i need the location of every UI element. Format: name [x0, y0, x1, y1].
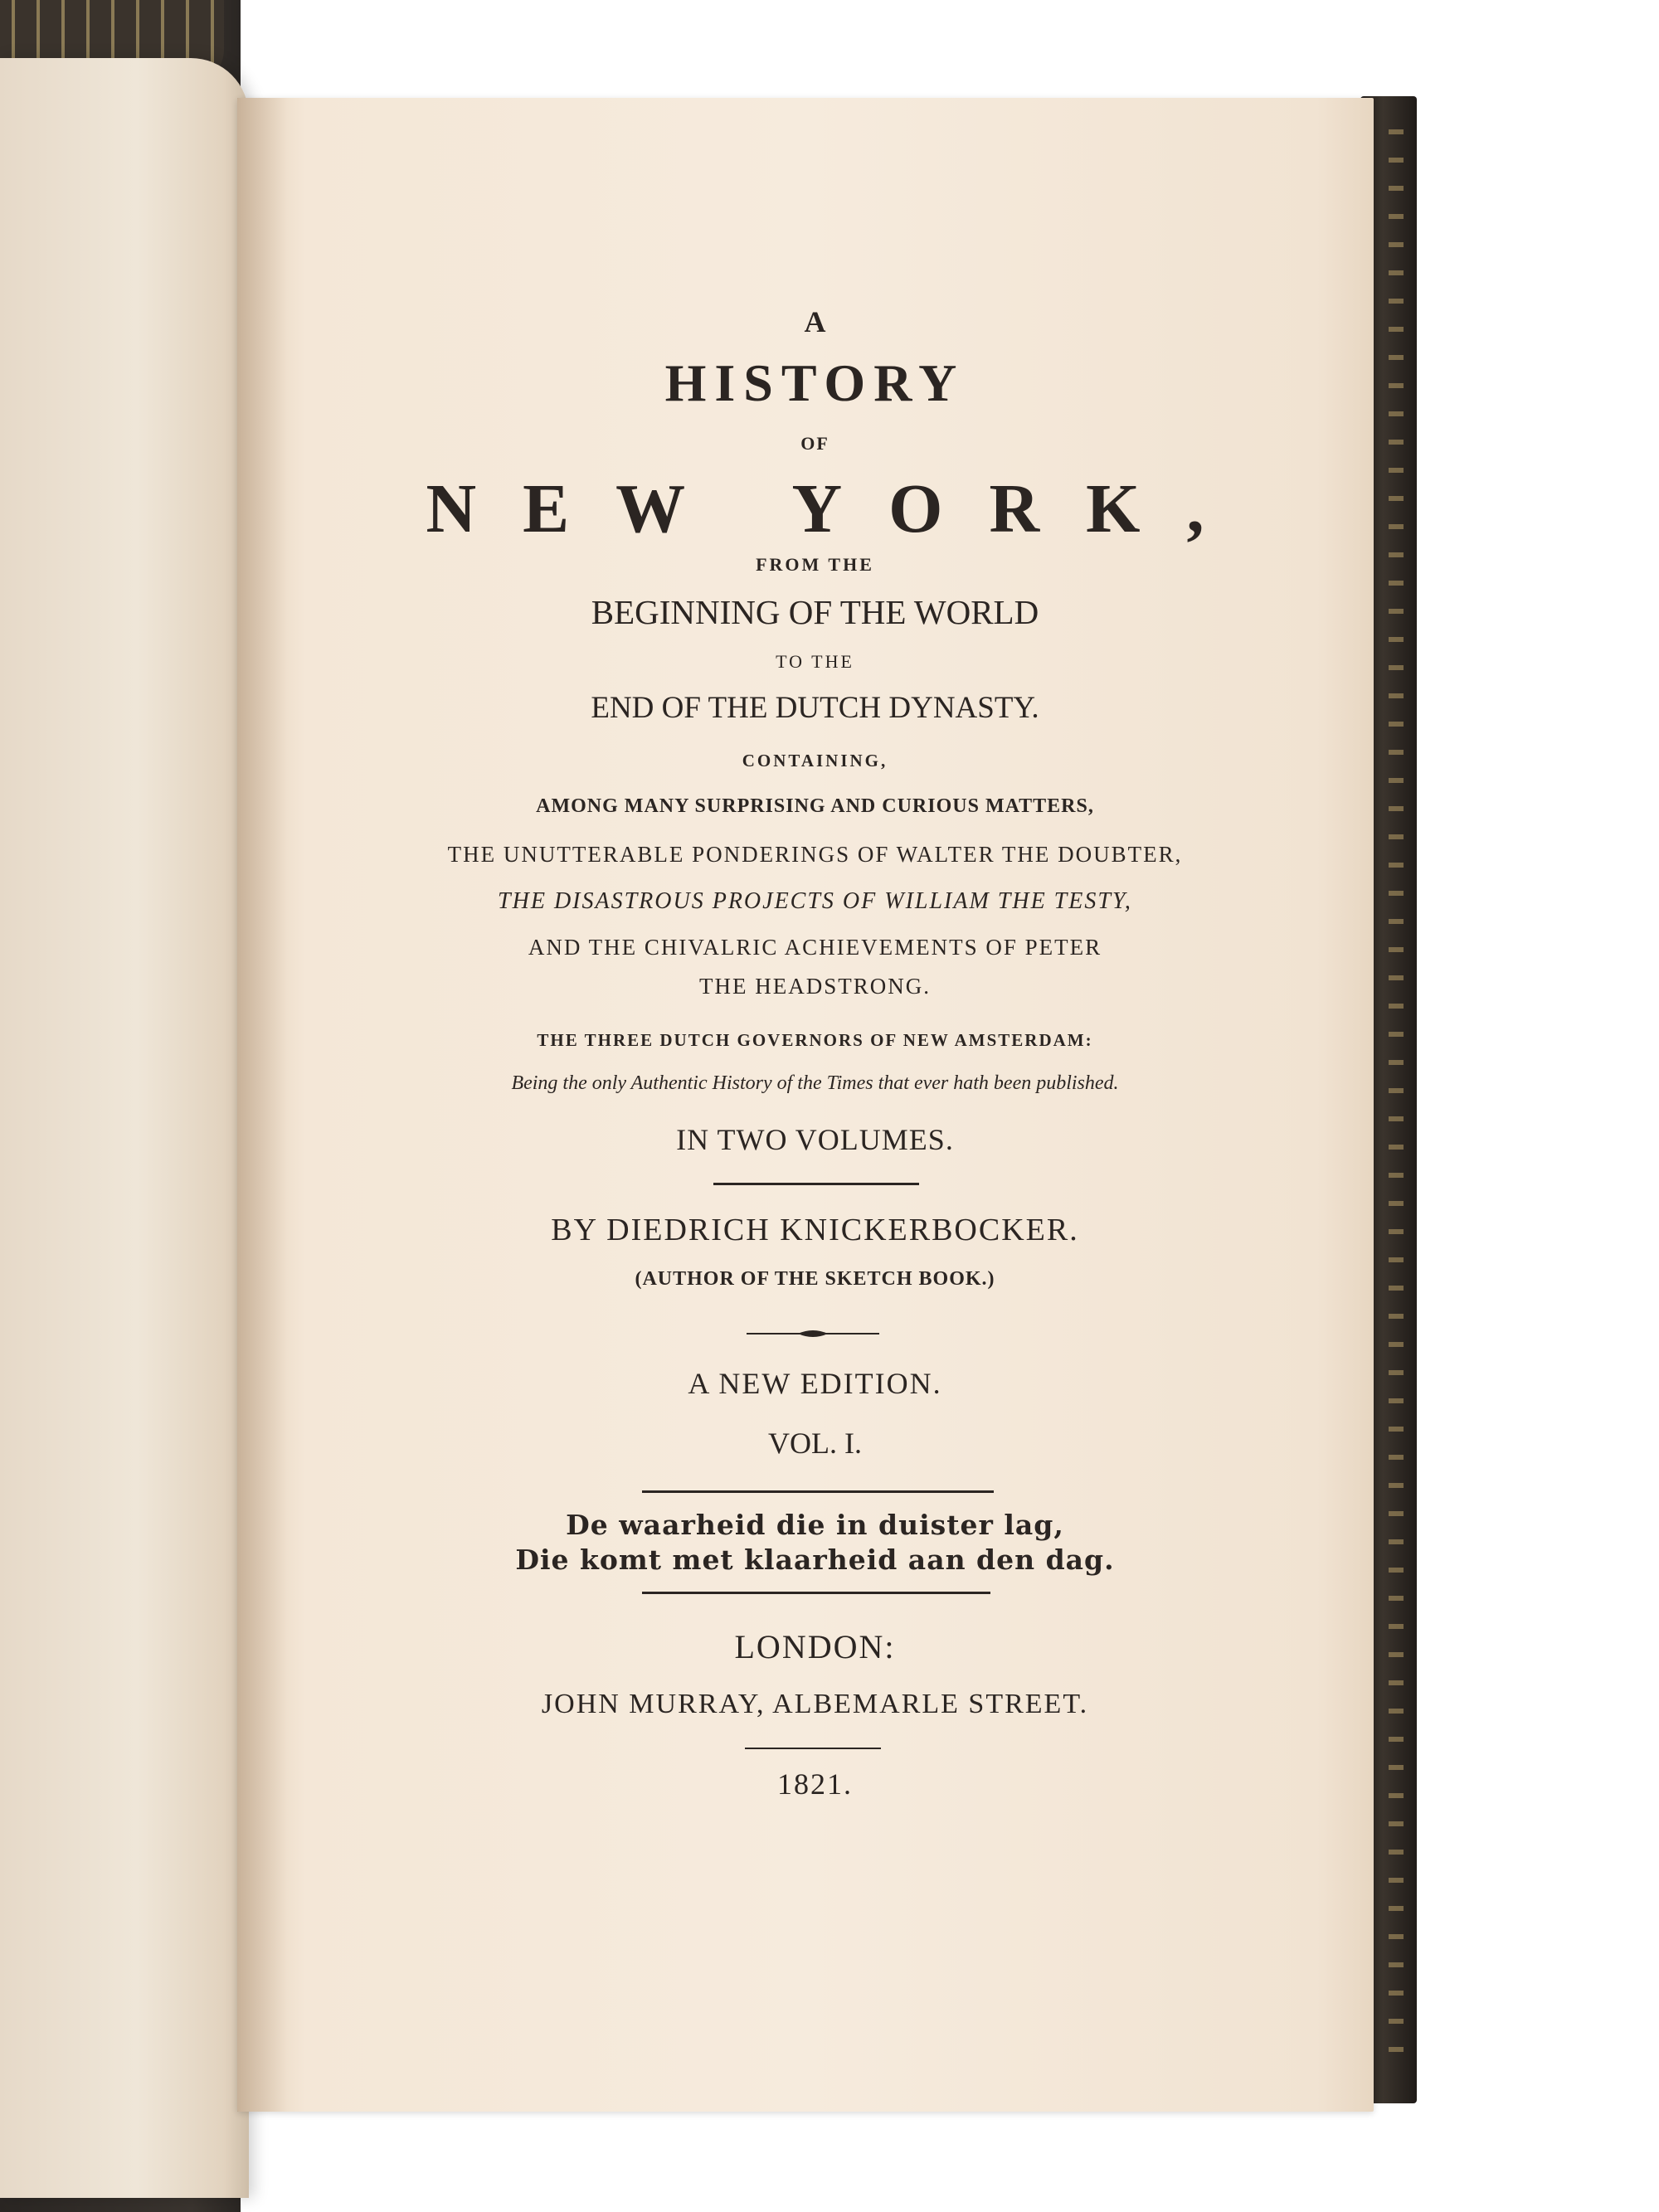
containing-label: CONTAINING, [742, 751, 888, 771]
subtitle-beginning: BEGINNING OF THE WORLD [591, 593, 1039, 631]
contents-among: AMONG MANY SURPRISING AND CURIOUS MATTERS, [536, 795, 1094, 817]
contents-governors: THE THREE DUTCH GOVERNORS OF NEW AMSTERDAM: [537, 1030, 1093, 1050]
motto-rule-top [642, 1490, 994, 1493]
contents-headstrong: THE HEADSTRONG. [699, 974, 931, 999]
imprint-year: 1821. [777, 1767, 853, 1801]
title-new-york: NEW YORK, [426, 470, 1251, 547]
volume-label: VOL. I. [768, 1427, 862, 1460]
contents-william: THE DISASTROUS PROJECTS OF WILLIAM THE TESTY, [498, 888, 1132, 914]
subtitle-end: END OF THE DUTCH DYNASTY. [591, 691, 1039, 725]
motto-rule-bottom [642, 1592, 990, 1594]
edition-label: A NEW EDITION. [688, 1367, 942, 1400]
motto-line-1: De waarheid die in duister lag, [566, 1509, 1064, 1541]
contents-walter: THE UNUTTERABLE PONDERINGS OF WALTER THE DOUBTER, [447, 842, 1183, 867]
divider-rule [713, 1183, 919, 1185]
author-line: BY DIEDRICH KNICKERBOCKER. [551, 1213, 1079, 1247]
volumes-note: IN TWO VOLUMES. [676, 1123, 954, 1156]
ornament-divider [747, 1325, 879, 1342]
subtitle-to-the: TO THE [776, 651, 854, 672]
contents-peter: AND THE CHIVALRIC ACHIEVEMENTS OF PETER [528, 935, 1102, 960]
contents-authentic: Being the only Authentic History of the Times that ever hath been published. [511, 1072, 1119, 1094]
author-credit: (AUTHOR OF THE SKETCH BOOK.) [635, 1268, 995, 1290]
imprint-place: LONDON: [734, 1628, 896, 1665]
subtitle-from-the: FROM THE [756, 554, 874, 575]
imprint-publisher: JOHN MURRAY, ALBEMARLE STREET. [541, 1689, 1089, 1719]
title-article: A [804, 305, 826, 338]
title-history: HISTORY [664, 353, 966, 412]
left-page [0, 58, 249, 2198]
title-of: OF [800, 433, 830, 454]
motto-line-2: Die komt met klaarheid aan den dag. [515, 1544, 1115, 1576]
imprint-rule [745, 1748, 881, 1749]
